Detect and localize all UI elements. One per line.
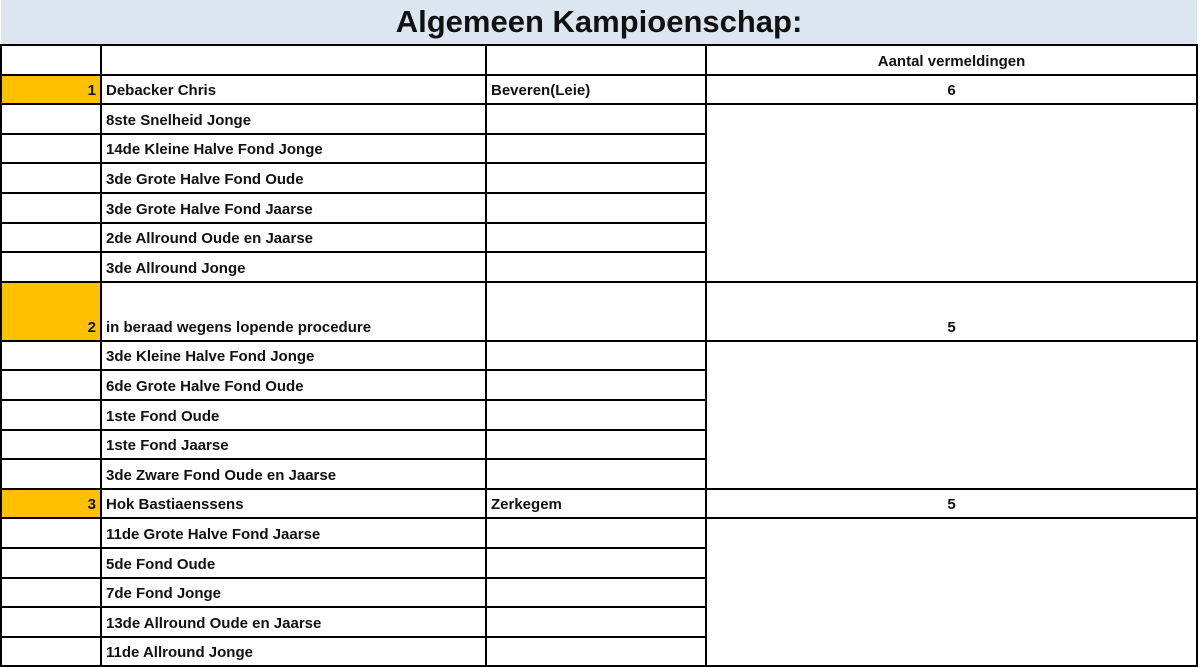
place-empty-cell [486,252,706,282]
result-cell: 3de Grote Halve Fond Jaarse [101,193,486,223]
rank-empty-cell [1,518,101,548]
name-cell: in beraad wegens lopende procedure [101,282,486,341]
rank-empty-cell [1,430,101,460]
place-empty-cell [486,637,706,667]
rank-empty-cell [1,637,101,667]
header-count: Aantal vermeldingen [706,45,1197,75]
rank-empty-cell [1,607,101,637]
result-cell: 7de Fond Jonge [101,578,486,608]
merged-count-cell [706,518,1197,666]
rank-empty-cell [1,400,101,430]
rank-empty-cell [1,223,101,253]
rank-empty-cell [1,163,101,193]
header-row [1,45,1197,75]
merged-count-cell [706,104,1197,282]
title-row [1,0,1197,45]
place-empty-cell [486,607,706,637]
result-cell: 3de Zware Fond Oude en Jaarse [101,459,486,489]
rank-empty-cell [1,548,101,578]
place-empty-cell [486,134,706,164]
count-cell: 5 [706,282,1197,341]
place-empty-cell [486,518,706,548]
place-empty-cell [486,193,706,223]
header-col-b [101,45,486,75]
entry-row [1,489,1197,519]
name-cell: Debacker Chris [101,75,486,105]
result-cell: 5de Fond Oude [101,548,486,578]
rank-empty-cell [1,370,101,400]
place-cell [486,282,706,341]
result-row [1,341,1197,371]
place-empty-cell [486,223,706,253]
result-cell: 11de Grote Halve Fond Jaarse [101,518,486,548]
result-cell: 1ste Fond Jaarse [101,430,486,460]
header-col-a [1,45,101,75]
name-cell: Hok Bastiaenssens [101,489,486,519]
count-cell: 5 [706,489,1197,519]
place-empty-cell [486,341,706,371]
result-cell: 2de Allround Oude en Jaarse [101,223,486,253]
place-empty-cell [486,578,706,608]
place-cell: Zerkegem [486,489,706,519]
result-cell: 14de Kleine Halve Fond Jonge [101,134,486,164]
entry-row [1,75,1197,105]
result-cell: 3de Kleine Halve Fond Jonge [101,341,486,371]
result-cell: 3de Allround Jonge [101,252,486,282]
rank-cell: 2 [1,282,101,341]
rank-empty-cell [1,252,101,282]
rank-empty-cell [1,578,101,608]
result-row [1,518,1197,548]
page-title: Algemeen Kampioenschap: [1,0,1197,45]
count-cell: 6 [706,75,1197,105]
result-cell: 3de Grote Halve Fond Oude [101,163,486,193]
merged-count-cell [706,341,1197,489]
place-empty-cell [486,459,706,489]
header-col-c [486,45,706,75]
rank-empty-cell [1,104,101,134]
result-cell: 6de Grote Halve Fond Oude [101,370,486,400]
place-cell: Beveren(Leie) [486,75,706,105]
rank-cell: 3 [1,489,101,519]
rank-empty-cell [1,193,101,223]
result-cell: 8ste Snelheid Jonge [101,104,486,134]
result-cell: 1ste Fond Oude [101,400,486,430]
place-empty-cell [486,370,706,400]
place-empty-cell [486,430,706,460]
rank-empty-cell [1,134,101,164]
result-cell: 11de Allround Jonge [101,637,486,667]
place-empty-cell [486,163,706,193]
entry-row [1,282,1197,341]
place-empty-cell [486,104,706,134]
rank-empty-cell [1,341,101,371]
result-row [1,104,1197,134]
place-empty-cell [486,548,706,578]
place-empty-cell [486,400,706,430]
result-cell: 13de Allround Oude en Jaarse [101,607,486,637]
rank-cell: 1 [1,75,101,105]
rank-empty-cell [1,459,101,489]
